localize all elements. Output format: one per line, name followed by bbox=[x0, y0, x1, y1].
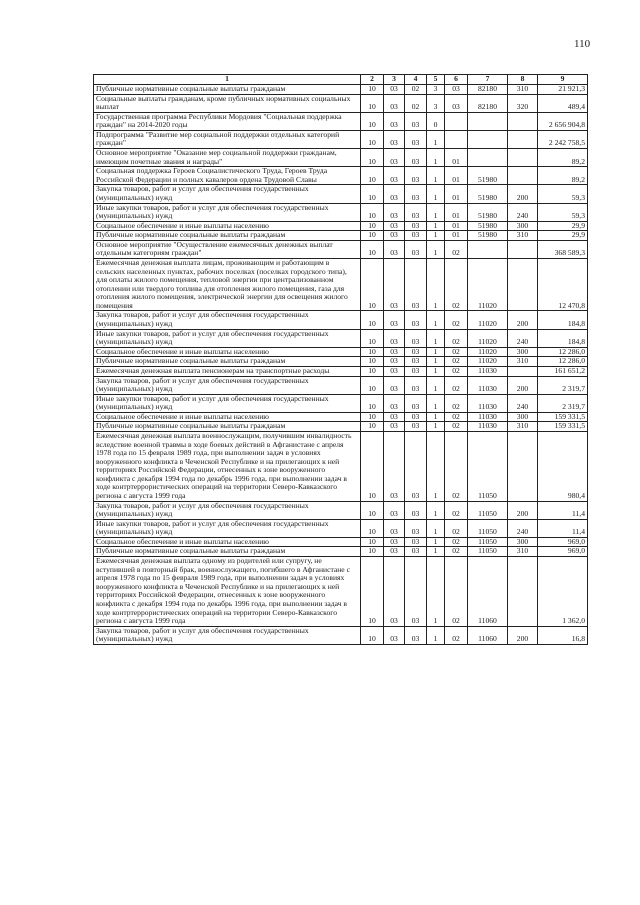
code-program: 03 bbox=[405, 311, 427, 329]
code-expense-type: 300 bbox=[508, 221, 538, 231]
code-expense-type bbox=[508, 112, 538, 130]
code-program: 03 bbox=[405, 422, 427, 432]
code-section: 10 bbox=[361, 394, 384, 412]
code-program: 03 bbox=[405, 366, 427, 376]
code-event: 01 bbox=[445, 185, 468, 203]
code-event: 02 bbox=[445, 347, 468, 357]
code-expense-type: 200 bbox=[508, 311, 538, 329]
code-subprogram: 1 bbox=[427, 431, 445, 501]
code-subsection: 03 bbox=[384, 94, 405, 112]
table-row bbox=[94, 422, 588, 432]
code-expense-type: 240 bbox=[508, 394, 538, 412]
code-section: 10 bbox=[361, 258, 384, 310]
code-expense-type: 200 bbox=[508, 501, 538, 519]
code-direction bbox=[468, 112, 508, 130]
code-subprogram: 0 bbox=[427, 112, 445, 130]
code-subsection: 03 bbox=[384, 376, 405, 394]
row-sum: 184,8 bbox=[538, 311, 588, 329]
code-section: 10 bbox=[361, 185, 384, 203]
code-direction: 11060 bbox=[468, 557, 508, 627]
code-direction: 82180 bbox=[468, 94, 508, 112]
row-name: Подпрограмма "Развитие мер социальной поддержки отдельных категорий граждан" bbox=[94, 130, 361, 148]
code-section: 10 bbox=[361, 203, 384, 221]
row-sum: 161 651,2 bbox=[538, 366, 588, 376]
code-event: 02 bbox=[445, 626, 468, 644]
code-subprogram: 1 bbox=[427, 547, 445, 557]
column-header: 4 bbox=[405, 75, 427, 85]
row-sum: 969,0 bbox=[538, 537, 588, 547]
code-program: 03 bbox=[405, 357, 427, 367]
row-name: Государственная программа Республики Мордовия "Социальная поддержка граждан" на 2014-2020 годы bbox=[94, 112, 361, 130]
code-program: 03 bbox=[405, 231, 427, 241]
code-program: 03 bbox=[405, 626, 427, 644]
code-section: 10 bbox=[361, 329, 384, 347]
code-subprogram: 1 bbox=[427, 394, 445, 412]
code-event: 03 bbox=[445, 85, 468, 95]
code-expense-type bbox=[508, 149, 538, 167]
code-subsection: 03 bbox=[384, 347, 405, 357]
code-section: 10 bbox=[361, 347, 384, 357]
table-row bbox=[94, 167, 588, 185]
code-subsection: 03 bbox=[384, 185, 405, 203]
code-section: 10 bbox=[361, 412, 384, 422]
column-header: 6 bbox=[445, 75, 468, 85]
code-event: 02 bbox=[445, 422, 468, 432]
code-subprogram: 1 bbox=[427, 366, 445, 376]
header-row bbox=[94, 75, 588, 85]
code-direction: 11020 bbox=[468, 347, 508, 357]
column-header: 7 bbox=[468, 75, 508, 85]
code-section: 10 bbox=[361, 422, 384, 432]
row-sum: 12 286,0 bbox=[538, 347, 588, 357]
code-subprogram: 1 bbox=[427, 376, 445, 394]
table-row bbox=[94, 501, 588, 519]
row-name: Социальные выплаты гражданам, кроме публичных нормативных социальных выплат bbox=[94, 94, 361, 112]
code-subprogram: 1 bbox=[427, 501, 445, 519]
row-name: Иные закупки товаров, работ и услуг для обеспечения государственных (муниципальных) нужд bbox=[94, 519, 361, 537]
code-event: 02 bbox=[445, 376, 468, 394]
code-section: 10 bbox=[361, 149, 384, 167]
code-subsection: 03 bbox=[384, 394, 405, 412]
code-program: 03 bbox=[405, 112, 427, 130]
code-event: 01 bbox=[445, 167, 468, 185]
code-direction: 11020 bbox=[468, 311, 508, 329]
code-expense-type: 300 bbox=[508, 347, 538, 357]
table-row bbox=[94, 626, 588, 644]
code-program: 03 bbox=[405, 501, 427, 519]
code-section: 10 bbox=[361, 519, 384, 537]
row-name: Основное мероприятие "Оказание мер социальной поддержки гражданам, имеющим почетные звания и награды" bbox=[94, 149, 361, 167]
code-subsection: 03 bbox=[384, 557, 405, 627]
row-name: Закупка товаров, работ и услуг для обеспечения государственных (муниципальных) нужд bbox=[94, 311, 361, 329]
code-section: 10 bbox=[361, 167, 384, 185]
table-row bbox=[94, 537, 588, 547]
row-name: Закупка товаров, работ и услуг для обеспечения государственных (муниципальных) нужд bbox=[94, 501, 361, 519]
table-row bbox=[94, 431, 588, 501]
table-row bbox=[94, 547, 588, 557]
code-subsection: 03 bbox=[384, 130, 405, 148]
code-section: 10 bbox=[361, 376, 384, 394]
code-direction: 11050 bbox=[468, 537, 508, 547]
code-expense-type: 310 bbox=[508, 422, 538, 432]
column-header: 1 bbox=[94, 75, 361, 85]
code-subsection: 03 bbox=[384, 537, 405, 547]
code-event: 01 bbox=[445, 231, 468, 241]
code-expense-type: 310 bbox=[508, 85, 538, 95]
code-section: 10 bbox=[361, 366, 384, 376]
code-expense-type: 300 bbox=[508, 412, 538, 422]
code-event: 02 bbox=[445, 258, 468, 310]
code-direction: 11020 bbox=[468, 329, 508, 347]
code-program: 03 bbox=[405, 376, 427, 394]
code-subsection: 03 bbox=[384, 258, 405, 310]
code-subprogram: 3 bbox=[427, 94, 445, 112]
row-name: Ежемесячная денежная выплата одному из родителей или супругу, не вступившей в повторный брак, военнослужащего, погибшего в Афганистане с апреля 1978 года по 15 февраля 1989 года, при выполнении задач в условиях вооруженного конфликта в Чеченской Республике и на прилегающих к ней территориях Российской Федерации, отнесенных к зоне вооруженного конфликта с декабря 1994 года по декабрь 1996 года, при выполнении задач в ходе контртеррористических операций на территории Северо-Кавказского региона с августа 1999 года bbox=[94, 557, 361, 627]
table-row bbox=[94, 185, 588, 203]
code-subsection: 03 bbox=[384, 149, 405, 167]
code-subsection: 03 bbox=[384, 626, 405, 644]
row-sum: 12 470,8 bbox=[538, 258, 588, 310]
row-sum: 89,2 bbox=[538, 167, 588, 185]
table-row bbox=[94, 203, 588, 221]
code-expense-type: 310 bbox=[508, 231, 538, 241]
code-program: 03 bbox=[405, 557, 427, 627]
code-program: 02 bbox=[405, 94, 427, 112]
table-row bbox=[94, 258, 588, 310]
code-subprogram: 1 bbox=[427, 240, 445, 258]
code-event: 02 bbox=[445, 366, 468, 376]
row-name: Ежемесячная денежная выплата лицам, проживающим и работающим в сельских населенных пунктах, рабочих поселках (поселках городского типа), для оплаты жилого помещения, тепловой энергии при централизованном отоплении или твердого топлива для отопления жилого помещения, газа для отопления жилого помещения, электрической энергии для освещения жилого помещения bbox=[94, 258, 361, 310]
code-subsection: 03 bbox=[384, 240, 405, 258]
code-program: 03 bbox=[405, 185, 427, 203]
row-sum: 59,3 bbox=[538, 203, 588, 221]
code-subprogram: 1 bbox=[427, 185, 445, 203]
code-subprogram: 3 bbox=[427, 85, 445, 95]
row-name: Иные закупки товаров, работ и услуг для обеспечения государственных (муниципальных) нужд bbox=[94, 329, 361, 347]
column-header: 2 bbox=[361, 75, 384, 85]
code-subprogram: 1 bbox=[427, 537, 445, 547]
code-section: 10 bbox=[361, 85, 384, 95]
row-sum: 969,0 bbox=[538, 547, 588, 557]
code-event bbox=[445, 130, 468, 148]
code-expense-type: 320 bbox=[508, 94, 538, 112]
code-subsection: 03 bbox=[384, 547, 405, 557]
row-sum: 368 589,3 bbox=[538, 240, 588, 258]
code-direction: 11030 bbox=[468, 412, 508, 422]
row-name: Социальное обеспечение и иные выплаты населению bbox=[94, 221, 361, 231]
code-expense-type: 200 bbox=[508, 185, 538, 203]
code-program: 03 bbox=[405, 258, 427, 310]
code-direction: 51980 bbox=[468, 203, 508, 221]
row-name: Основное мероприятие "Осуществление ежемесячных денежных выплат отдельным категориям граждан" bbox=[94, 240, 361, 258]
table-row bbox=[94, 376, 588, 394]
code-expense-type bbox=[508, 167, 538, 185]
code-direction: 11030 bbox=[468, 422, 508, 432]
table-row bbox=[94, 347, 588, 357]
row-sum: 2 319,7 bbox=[538, 394, 588, 412]
code-event: 02 bbox=[445, 557, 468, 627]
code-subsection: 03 bbox=[384, 221, 405, 231]
table-row bbox=[94, 221, 588, 231]
code-subprogram: 1 bbox=[427, 422, 445, 432]
row-sum: 1 362,0 bbox=[538, 557, 588, 627]
row-sum: 29,9 bbox=[538, 231, 588, 241]
column-header: 5 bbox=[427, 75, 445, 85]
code-subprogram: 1 bbox=[427, 130, 445, 148]
code-section: 10 bbox=[361, 94, 384, 112]
code-section: 10 bbox=[361, 357, 384, 367]
row-name: Социальное обеспечение и иные выплаты населению bbox=[94, 537, 361, 547]
table-row bbox=[94, 394, 588, 412]
code-subsection: 03 bbox=[384, 203, 405, 221]
column-header: 9 bbox=[538, 75, 588, 85]
code-subprogram: 1 bbox=[427, 203, 445, 221]
code-subprogram: 1 bbox=[427, 231, 445, 241]
table-row bbox=[94, 329, 588, 347]
table-row bbox=[94, 366, 588, 376]
code-subsection: 03 bbox=[384, 501, 405, 519]
code-direction: 11030 bbox=[468, 394, 508, 412]
code-subprogram: 1 bbox=[427, 221, 445, 231]
code-event: 02 bbox=[445, 537, 468, 547]
code-direction: 51980 bbox=[468, 185, 508, 203]
code-subsection: 03 bbox=[384, 167, 405, 185]
code-direction: 11050 bbox=[468, 547, 508, 557]
code-subsection: 03 bbox=[384, 112, 405, 130]
code-expense-type: 200 bbox=[508, 626, 538, 644]
code-program: 03 bbox=[405, 394, 427, 412]
table-row bbox=[94, 311, 588, 329]
row-name: Закупка товаров, работ и услуг для обеспечения государственных (муниципальных) нужд bbox=[94, 626, 361, 644]
row-sum: 29,9 bbox=[538, 221, 588, 231]
code-program: 03 bbox=[405, 329, 427, 347]
code-direction: 51980 bbox=[468, 221, 508, 231]
row-name: Социальная поддержка Героев Социалистического Труда, Героев Труда Российской Федерации и полных кавалеров ордена Трудовой Славы bbox=[94, 167, 361, 185]
table-row bbox=[94, 557, 588, 627]
code-section: 10 bbox=[361, 557, 384, 627]
code-section: 10 bbox=[361, 112, 384, 130]
row-name: Социальное обеспечение и иные выплаты населению bbox=[94, 347, 361, 357]
code-direction: 11020 bbox=[468, 357, 508, 367]
table-row bbox=[94, 130, 588, 148]
code-subprogram: 1 bbox=[427, 149, 445, 167]
table-row bbox=[94, 519, 588, 537]
column-header: 8 bbox=[508, 75, 538, 85]
code-event: 02 bbox=[445, 547, 468, 557]
row-sum: 159 331,5 bbox=[538, 412, 588, 422]
code-direction: 11050 bbox=[468, 431, 508, 501]
code-direction: 11050 bbox=[468, 501, 508, 519]
row-sum: 489,4 bbox=[538, 94, 588, 112]
code-program: 03 bbox=[405, 347, 427, 357]
code-event: 01 bbox=[445, 149, 468, 167]
code-subprogram: 1 bbox=[427, 167, 445, 185]
row-name: Публичные нормативные социальные выплаты гражданам bbox=[94, 85, 361, 95]
code-direction: 11030 bbox=[468, 376, 508, 394]
code-expense-type: 310 bbox=[508, 357, 538, 367]
code-subprogram: 1 bbox=[427, 626, 445, 644]
code-expense-type: 240 bbox=[508, 329, 538, 347]
code-subprogram: 1 bbox=[427, 347, 445, 357]
code-expense-type: 300 bbox=[508, 537, 538, 547]
row-sum: 11,4 bbox=[538, 501, 588, 519]
code-program: 03 bbox=[405, 537, 427, 547]
row-sum: 59,3 bbox=[538, 185, 588, 203]
code-subprogram: 1 bbox=[427, 412, 445, 422]
code-direction bbox=[468, 130, 508, 148]
column-header: 3 bbox=[384, 75, 405, 85]
row-sum: 2 242 758,5 bbox=[538, 130, 588, 148]
code-event bbox=[445, 112, 468, 130]
code-subprogram: 1 bbox=[427, 519, 445, 537]
table-row bbox=[94, 112, 588, 130]
row-name: Закупка товаров, работ и услуг для обеспечения государственных (муниципальных) нужд bbox=[94, 376, 361, 394]
code-subsection: 03 bbox=[384, 231, 405, 241]
code-program: 03 bbox=[405, 149, 427, 167]
code-event: 02 bbox=[445, 501, 468, 519]
code-section: 10 bbox=[361, 501, 384, 519]
code-expense-type bbox=[508, 431, 538, 501]
code-section: 10 bbox=[361, 626, 384, 644]
code-expense-type bbox=[508, 366, 538, 376]
code-subsection: 03 bbox=[384, 366, 405, 376]
row-name: Социальное обеспечение и иные выплаты населению bbox=[94, 412, 361, 422]
code-event: 03 bbox=[445, 94, 468, 112]
code-subsection: 03 bbox=[384, 519, 405, 537]
code-section: 10 bbox=[361, 221, 384, 231]
row-name: Публичные нормативные социальные выплаты гражданам bbox=[94, 422, 361, 432]
code-program: 03 bbox=[405, 203, 427, 221]
page-number: 110 bbox=[574, 38, 591, 50]
code-subprogram: 1 bbox=[427, 357, 445, 367]
code-program: 03 bbox=[405, 519, 427, 537]
code-program: 03 bbox=[405, 240, 427, 258]
row-sum: 89,2 bbox=[538, 149, 588, 167]
code-section: 10 bbox=[361, 240, 384, 258]
code-subsection: 03 bbox=[384, 311, 405, 329]
code-subprogram: 1 bbox=[427, 557, 445, 627]
code-event: 01 bbox=[445, 221, 468, 231]
code-expense-type: 200 bbox=[508, 376, 538, 394]
code-event: 02 bbox=[445, 431, 468, 501]
code-program: 03 bbox=[405, 431, 427, 501]
code-subsection: 03 bbox=[384, 357, 405, 367]
code-program: 03 bbox=[405, 547, 427, 557]
code-section: 10 bbox=[361, 130, 384, 148]
row-sum: 2 319,7 bbox=[538, 376, 588, 394]
code-direction: 11060 bbox=[468, 626, 508, 644]
code-event: 02 bbox=[445, 240, 468, 258]
row-name: Публичные нормативные социальные выплаты гражданам bbox=[94, 547, 361, 557]
row-name: Ежемесячная денежная выплата военнослужащим, получившим инвалидность вследствие военной травмы в ходе боевых действий в Афганистане с апреля 1978 года по 15 февраля 1989 года, при выполнении задач в условиях вооруженного конфликта в Чеченской Республике и на прилегающих к ней территориях Российской Федерации, отнесенных к зоне вооруженного конфликта с декабря 1994 года по декабрь 1996 года, при выполнении задач в ходе контртеррористических операций на территории Северо-Кавказского региона с августа 1999 года bbox=[94, 431, 361, 501]
code-event: 02 bbox=[445, 394, 468, 412]
code-section: 10 bbox=[361, 311, 384, 329]
code-direction: 51980 bbox=[468, 231, 508, 241]
code-expense-type: 310 bbox=[508, 547, 538, 557]
row-sum: 16,8 bbox=[538, 626, 588, 644]
row-sum: 980,4 bbox=[538, 431, 588, 501]
code-program: 03 bbox=[405, 167, 427, 185]
table-row bbox=[94, 412, 588, 422]
row-name: Иные закупки товаров, работ и услуг для обеспечения государственных (муниципальных) нужд bbox=[94, 203, 361, 221]
code-subprogram: 1 bbox=[427, 311, 445, 329]
code-subsection: 03 bbox=[384, 431, 405, 501]
row-name: Ежемесячная денежная выплата пенсионерам на транспортные расходы bbox=[94, 366, 361, 376]
table-row bbox=[94, 85, 588, 95]
code-subsection: 03 bbox=[384, 422, 405, 432]
code-expense-type: 240 bbox=[508, 519, 538, 537]
table-row bbox=[94, 240, 588, 258]
row-sum: 11,4 bbox=[538, 519, 588, 537]
code-program: 03 bbox=[405, 412, 427, 422]
row-name: Закупка товаров, работ и услуг для обеспечения государственных (муниципальных) нужд bbox=[94, 185, 361, 203]
row-name: Иные закупки товаров, работ и услуг для обеспечения государственных (муниципальных) нужд bbox=[94, 394, 361, 412]
code-event: 02 bbox=[445, 311, 468, 329]
code-program: 03 bbox=[405, 130, 427, 148]
code-expense-type bbox=[508, 130, 538, 148]
code-section: 10 bbox=[361, 547, 384, 557]
code-direction: 51980 bbox=[468, 167, 508, 185]
code-direction bbox=[468, 149, 508, 167]
code-event: 02 bbox=[445, 519, 468, 537]
row-sum: 21 921,3 bbox=[538, 85, 588, 95]
code-section: 10 bbox=[361, 231, 384, 241]
code-subsection: 03 bbox=[384, 329, 405, 347]
table-row bbox=[94, 149, 588, 167]
table-row bbox=[94, 357, 588, 367]
code-section: 10 bbox=[361, 431, 384, 501]
budget-table bbox=[93, 74, 588, 645]
code-event: 02 bbox=[445, 329, 468, 347]
code-expense-type bbox=[508, 240, 538, 258]
row-sum: 12 286,0 bbox=[538, 357, 588, 367]
code-direction bbox=[468, 240, 508, 258]
code-section: 10 bbox=[361, 537, 384, 547]
code-direction: 11030 bbox=[468, 366, 508, 376]
code-expense-type: 240 bbox=[508, 203, 538, 221]
row-sum: 184,8 bbox=[538, 329, 588, 347]
code-direction: 82180 bbox=[468, 85, 508, 95]
row-name: Публичные нормативные социальные выплаты гражданам bbox=[94, 357, 361, 367]
code-event: 01 bbox=[445, 203, 468, 221]
code-direction: 11020 bbox=[468, 258, 508, 310]
row-sum: 159 331,5 bbox=[538, 422, 588, 432]
code-program: 02 bbox=[405, 85, 427, 95]
table-row bbox=[94, 231, 588, 241]
code-subsection: 03 bbox=[384, 412, 405, 422]
table-row bbox=[94, 94, 588, 112]
code-expense-type bbox=[508, 557, 538, 627]
code-subprogram: 1 bbox=[427, 258, 445, 310]
code-event: 02 bbox=[445, 412, 468, 422]
code-expense-type bbox=[508, 258, 538, 310]
code-subprogram: 1 bbox=[427, 329, 445, 347]
code-event: 02 bbox=[445, 357, 468, 367]
code-direction: 11050 bbox=[468, 519, 508, 537]
row-name: Публичные нормативные социальные выплаты гражданам bbox=[94, 231, 361, 241]
row-sum: 2 656 904,8 bbox=[538, 112, 588, 130]
table-body bbox=[94, 85, 588, 645]
code-subsection: 03 bbox=[384, 85, 405, 95]
code-program: 03 bbox=[405, 221, 427, 231]
